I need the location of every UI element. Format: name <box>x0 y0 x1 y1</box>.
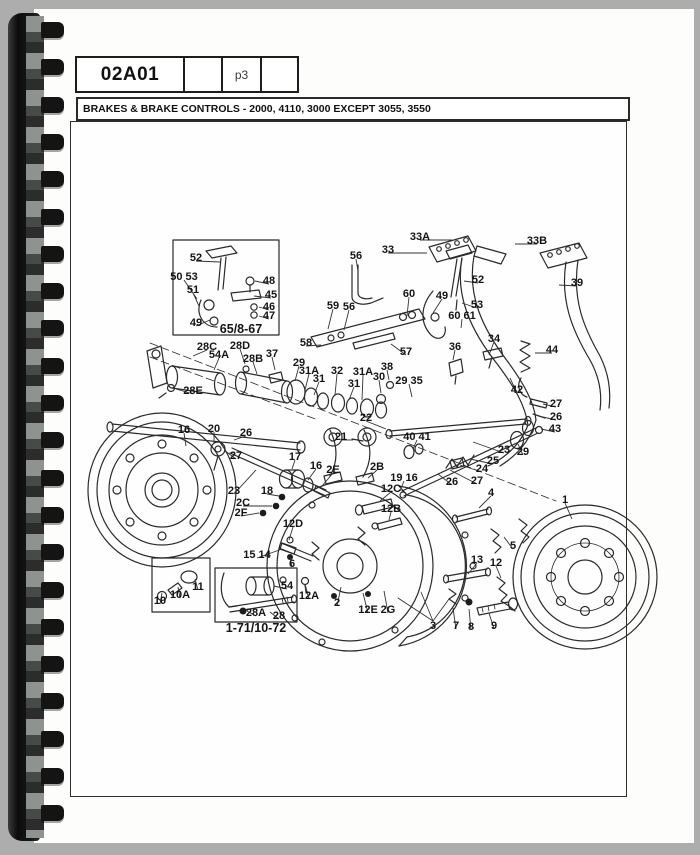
part-label-12C: 12C <box>380 483 402 495</box>
part-label-2E: 2E <box>326 464 340 476</box>
part-label-49: 49 <box>189 317 203 329</box>
part-label-18: 18 <box>260 485 274 497</box>
part-label-60-61: 60 61 <box>448 310 476 322</box>
part-label-47: 47 <box>262 310 276 322</box>
part-label-50-53: 50 53 <box>170 271 198 283</box>
part-label-30: 30 <box>372 371 386 383</box>
part-label-28C: 28C <box>196 341 218 353</box>
part-label-10: 10 <box>153 595 167 607</box>
part-label-33: 33 <box>381 244 395 256</box>
part-label-26: 26 <box>549 411 563 423</box>
part-label-54A: 54A <box>208 349 230 361</box>
part-label-38: 38 <box>380 361 394 373</box>
part-label-45: 45 <box>264 289 278 301</box>
part-label-27: 27 <box>229 450 243 462</box>
part-label-24: 24 <box>475 463 489 475</box>
part-label-11: 11 <box>192 581 204 593</box>
part-label-46: 46 <box>262 301 276 313</box>
part-label-43: 43 <box>548 423 562 435</box>
page-title: BRAKES & BRAKE CONTROLS - 2000, 4110, 3000 EXCEPT 3055, 3550 <box>76 97 630 121</box>
part-label-33B: 33B <box>526 235 548 247</box>
part-label-28B: 28B <box>242 353 264 365</box>
part-label-8: 8 <box>467 621 475 633</box>
part-label-40-41: 40 41 <box>403 431 431 443</box>
part-label-57: 57 <box>399 346 413 358</box>
part-label-31A: 31A <box>298 365 320 377</box>
part-label-42: 42 <box>510 384 524 396</box>
part-label-56: 56 <box>342 301 356 313</box>
part-label-5: 5 <box>509 540 517 552</box>
part-label-56: 56 <box>349 250 363 262</box>
part-label-60: 60 <box>402 288 416 300</box>
page-number: p3 <box>223 58 262 91</box>
part-label-31: 31 <box>312 373 326 385</box>
part-label-2C: 2C <box>235 497 251 509</box>
part-label-23: 23 <box>227 485 241 497</box>
part-label-13: 13 <box>470 554 484 566</box>
part-label-6: 6 <box>288 558 296 570</box>
part-label-20: 20 <box>207 423 221 435</box>
part-label-53: 53 <box>470 299 484 311</box>
part-label-2: 2 <box>333 597 341 609</box>
part-label-25: 25 <box>486 455 500 467</box>
part-label-10A: 10A <box>169 589 191 601</box>
part-label-12A: 12A <box>298 590 320 602</box>
part-label-37: 37 <box>265 348 279 360</box>
part-label-3: 3 <box>429 620 437 632</box>
part-label-9: 9 <box>490 620 498 632</box>
brake-shoes <box>398 486 476 646</box>
part-label-2B: 2B <box>369 461 385 473</box>
part-label-58: 58 <box>299 337 313 349</box>
part-label-19-16: 19 16 <box>390 472 418 484</box>
part-label-28: 28 <box>272 610 286 622</box>
part-label-27: 27 <box>549 398 563 410</box>
part-label-15-14: 15 14 <box>243 549 271 561</box>
part-label-54: 54 <box>280 580 294 592</box>
leader-line <box>335 374 337 395</box>
part-label-21: 21 <box>334 431 348 443</box>
part-label-65-8-67: 65/8-67 <box>219 322 263 336</box>
part-label-23: 23 <box>497 444 511 456</box>
part-label-49: 49 <box>435 290 449 302</box>
part-label-26: 26 <box>445 476 459 488</box>
part-label-28A: 28A <box>245 607 267 619</box>
part-label-34: 34 <box>487 333 501 345</box>
part-label-29: 29 <box>292 357 306 369</box>
part-label-17: 17 <box>288 451 302 463</box>
brake-drum <box>513 505 657 649</box>
part-label-39: 39 <box>570 277 584 289</box>
part-label-51: 51 <box>186 284 200 296</box>
part-label-48: 48 <box>262 275 276 287</box>
part-label-1: 1 <box>561 494 569 506</box>
part-label-33A: 33A <box>409 231 431 243</box>
part-label-4: 4 <box>487 487 495 499</box>
leader-line <box>362 375 363 400</box>
part-label-22: 22 <box>359 412 373 424</box>
part-label-28D: 28D <box>229 340 251 352</box>
part-label-32: 32 <box>330 365 344 377</box>
part-label-28E: 28E <box>183 385 203 397</box>
part-label-12B: 12B <box>380 503 402 515</box>
part-label-36: 36 <box>448 341 462 353</box>
part-label-7: 7 <box>452 620 460 632</box>
part-label-12E: 12E <box>358 604 378 616</box>
part-label-31: 31 <box>347 378 361 390</box>
part-label-52: 52 <box>189 252 203 264</box>
part-label-59: 59 <box>326 300 340 312</box>
part-label-26: 26 <box>239 427 253 439</box>
section-code: 02A01 <box>77 58 185 91</box>
part-label-2F: 2F <box>234 507 248 519</box>
part-label-2G: 2G <box>380 604 396 616</box>
part-label-12D: 12D <box>282 518 304 530</box>
part-label-52: 52 <box>471 274 485 286</box>
part-label-29-35: 29 35 <box>395 375 423 387</box>
leader-line <box>328 309 333 329</box>
part-label-12: 12 <box>489 557 503 569</box>
part-label-27: 27 <box>470 475 484 487</box>
part-label-29: 29 <box>516 446 530 458</box>
part-label-44: 44 <box>545 344 559 356</box>
part-label-1-71-10-72: 1-71/10-72 <box>225 621 287 635</box>
inset-pedal-parts <box>199 246 261 327</box>
part-label-16: 16 <box>309 460 323 472</box>
part-label-16: 16 <box>177 424 191 436</box>
mounting-brackets <box>429 236 587 268</box>
part-label-31A: 31A <box>352 366 374 378</box>
